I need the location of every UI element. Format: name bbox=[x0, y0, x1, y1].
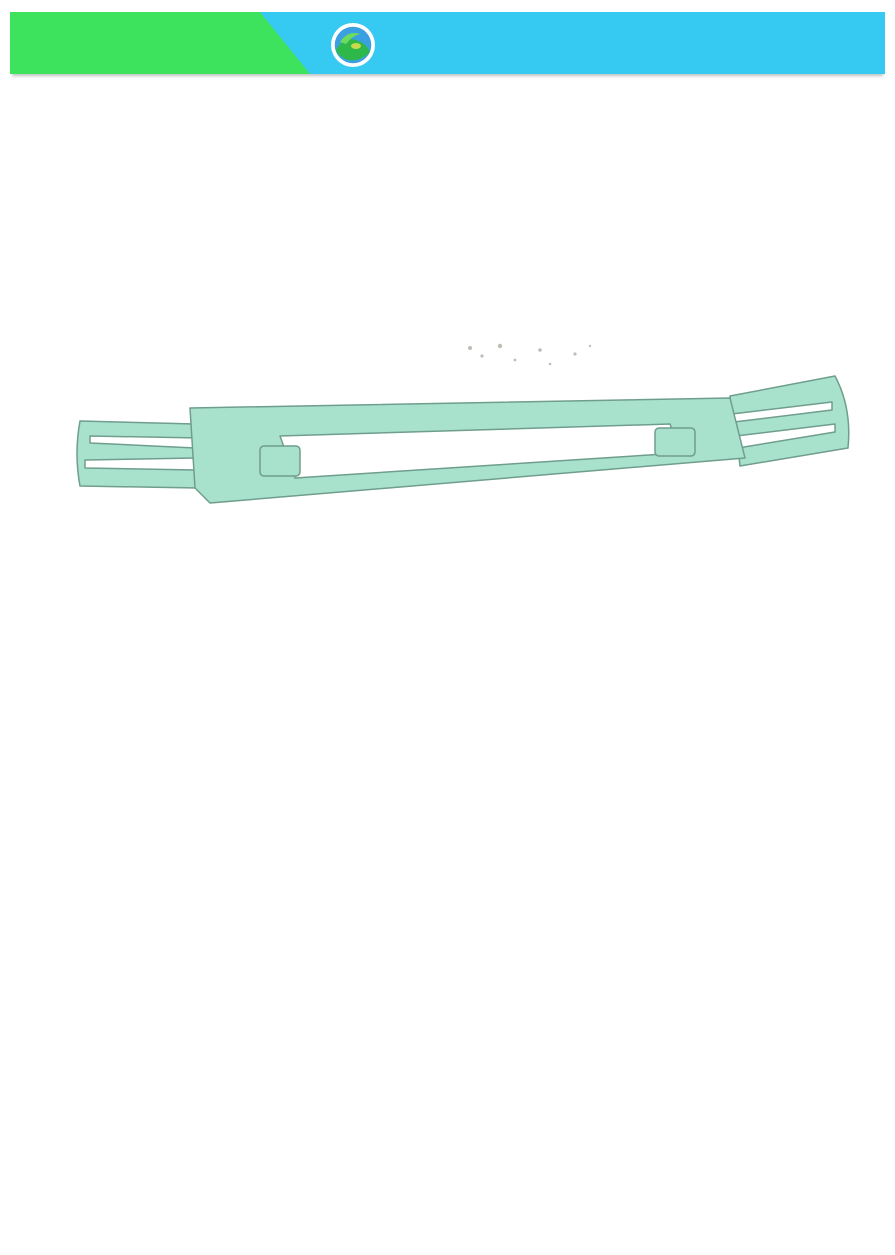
product-image bbox=[70, 318, 860, 558]
globe-leaf-icon bbox=[330, 22, 376, 68]
section-tab bbox=[10, 12, 310, 74]
header-banner bbox=[10, 12, 885, 74]
